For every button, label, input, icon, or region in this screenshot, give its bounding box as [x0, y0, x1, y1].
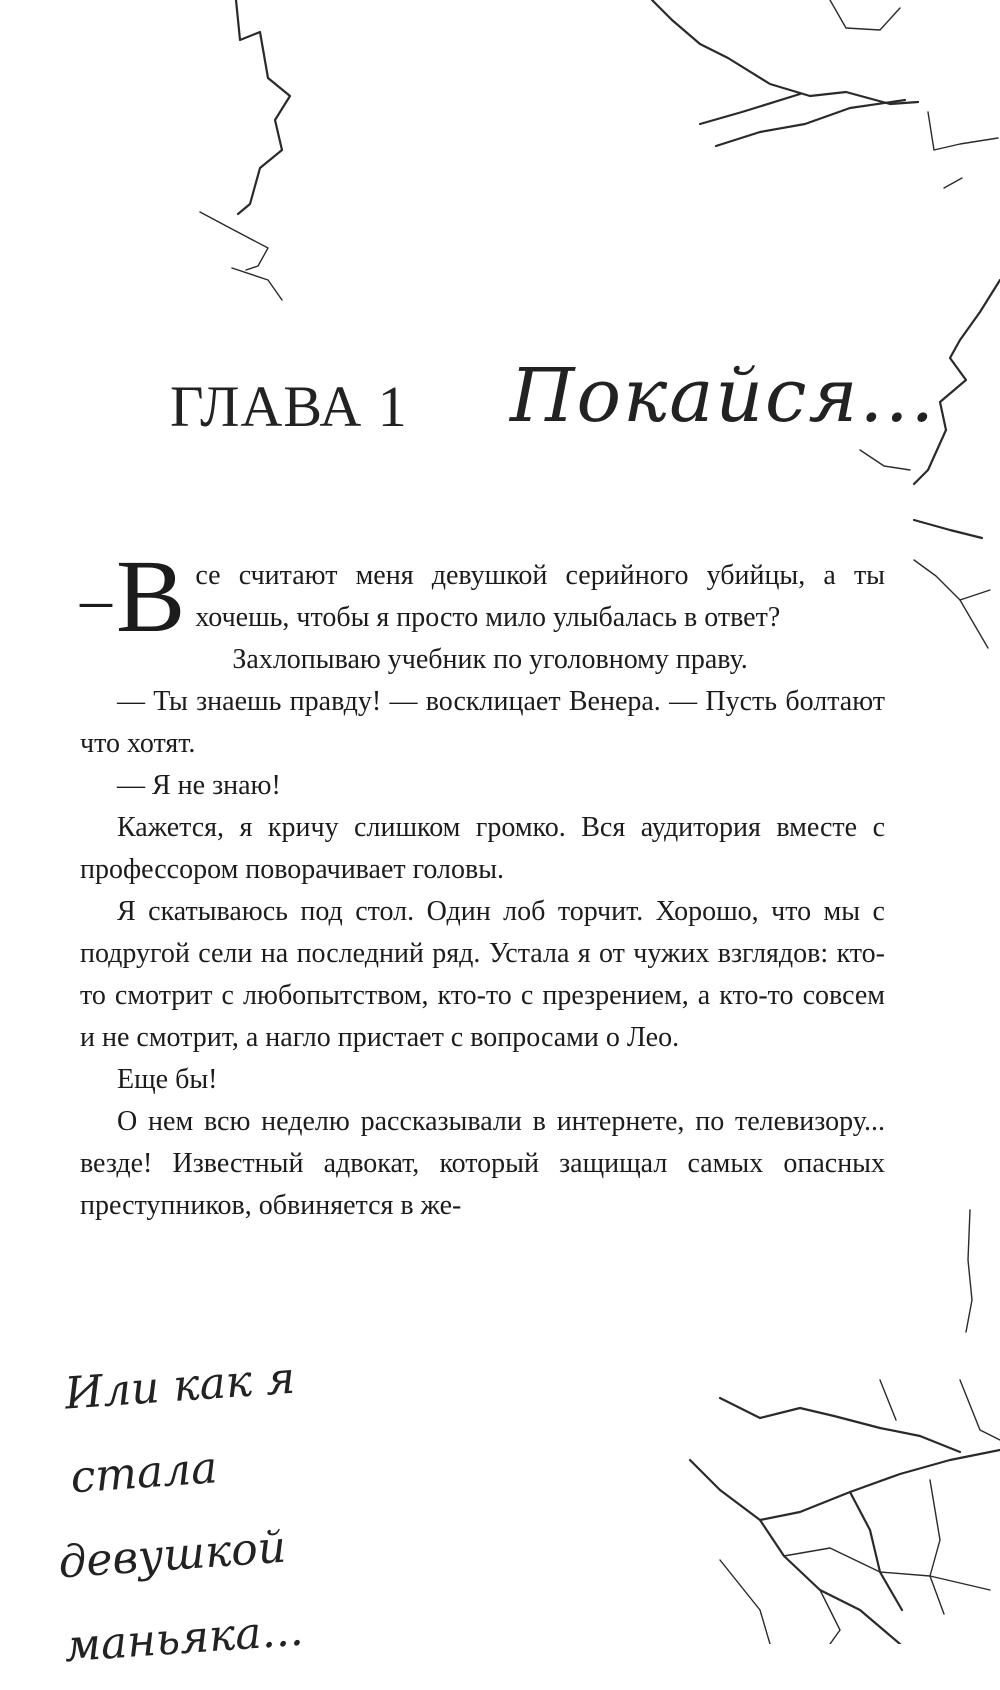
dropcap-letter: В: [116, 539, 186, 654]
crack-line: [690, 1460, 900, 1644]
dropcap-group: [80, 539, 186, 654]
subtitle-line-1: Или как я стала: [63, 1352, 297, 1504]
crack-line: [830, 0, 900, 30]
paragraph: Я скатываюсь под стол. Один лоб торчит. Хорошо, что мы с подругой сели на последний ряд. Устала я от чужих взглядов: кто-то смотрит с любопытством, кто-то с презрением, а кто-то совсем и не смотрит, а нагло пристает с вопросами о Лео.: [80, 896, 885, 1053]
crack-line: [930, 1480, 944, 1614]
handwritten-subtitle: [30, 1326, 472, 1690]
paragraph: — Ты знаешь правду! — восклицает Венера. — Пусть болтают что хотят.: [80, 686, 885, 759]
crack-line: [966, 1210, 972, 1332]
crack-line: [784, 1548, 990, 1590]
paragraph: Захлопываю учебник по уголовному праву.: [232, 644, 748, 675]
paragraph: О нем всю неделю рассказывали в интернете, по телевизору... везде! Известный адвокат, который защищал самых опасных преступников, обвиняется в же-: [80, 1106, 885, 1221]
dropcap-dash: –: [80, 563, 112, 634]
paragraph-text: се считают меня девушкой серийного убийцы, а ты хочешь, чтобы я просто мило улыбалась в ответ?: [195, 560, 885, 633]
chapter-label: ГЛАВА 1: [170, 374, 408, 439]
crack-line: [960, 600, 988, 648]
crack-line: [944, 178, 962, 188]
crack-line: [880, 1380, 896, 1420]
crack-line: [720, 1398, 960, 1452]
crack-line: [236, 0, 290, 214]
crack-line: [200, 212, 268, 270]
crack-line: [960, 1380, 1000, 1440]
crack-line: [700, 94, 800, 124]
crack-line: [914, 520, 982, 538]
crack-line: [928, 112, 998, 150]
paragraph: Еще бы!: [117, 1064, 218, 1095]
paragraph: [80, 539, 885, 654]
subtitle-line-2: девушкой маньяка...: [56, 1521, 305, 1673]
crack-line: [232, 268, 282, 300]
paragraph: Кажется, я кричу слишком громко. Вся аудитория вместе с профессором поворачивает головы.: [80, 812, 885, 885]
crack-line: [914, 560, 990, 600]
crack-line: [850, 1492, 902, 1610]
crack-line: [820, 1590, 840, 1644]
chapter-heading: [170, 335, 937, 455]
crack-line: [652, 0, 918, 104]
chapter-title: Покайся...: [510, 353, 937, 439]
crack-line: [716, 100, 905, 146]
crack-line: [760, 1450, 1000, 1520]
crack-line: [720, 1560, 770, 1644]
chapter-body-text: [80, 539, 885, 1227]
paragraph: — Я не знаю!: [117, 770, 281, 801]
